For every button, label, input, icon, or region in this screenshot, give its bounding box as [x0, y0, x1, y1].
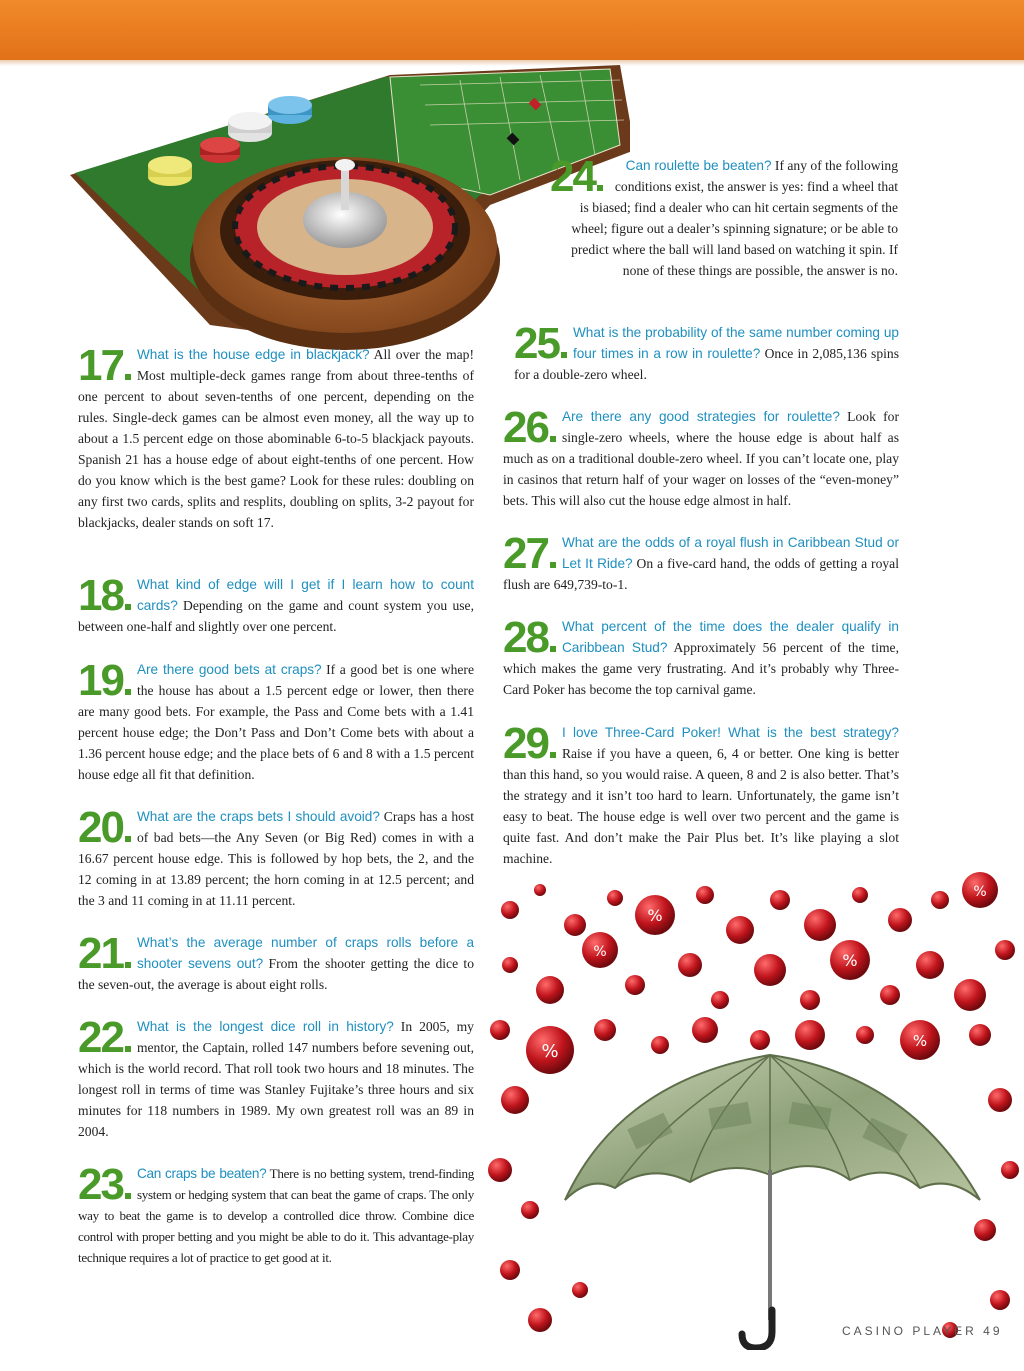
item-number: 25: [514, 322, 567, 363]
question-text: Are there good bets at craps?: [136, 662, 322, 677]
page-footer: [842, 1324, 1003, 1338]
item-number: 21: [78, 932, 131, 973]
answer-text: Raise if you have a queen, 6, 4 or better. One king is better than this hand, so you would raise. A queen, 8 and 2 is also better. That’s the strategy and it isn’t too hard to learn. Unfortunately, the game isn’t easy to beat. The house edge is well over two percent and the game is quite fast. And don’t make the Pair Plus bet. It’s like playing a slot machine.: [503, 746, 899, 866]
item-number: 22: [78, 1016, 131, 1057]
item-number: 24: [550, 155, 603, 196]
qa-item-23: [78, 1160, 474, 1268]
qa-item-22: [78, 1013, 474, 1142]
answer-text: All over the map! Most multiple-deck games range from about three-tenths of one percent to about seven-tenths of one percent, depending on the rules. Single-deck games can be almost even money, all the way up to about a 1.5 percent edge on those abominable 6-to-5 blackjack payouts. Spanish 21 has a house edge of about eight-tenths of one percent. How do you know which is the best game? Look for these rules: doubling on any first two cards, splits and resplits, doubling on splits, 3-2 payout for blackjacks, dealer stands on soft 17.: [78, 347, 474, 530]
qa-item-24: [550, 152, 898, 281]
answer-text: If a good bet is one where the house has about a 1.5 percent edge or lower, then there are many good bets. For example, the Pass and Come bets with a 1.41 percent house edge; the Don’t Pass and Don’t Come bets with about a 1.36 percent house edge; and the place bets of 6 and 8 with a 1.5 percent house edge all fit that definition.: [78, 662, 474, 782]
question-text: What percent of the time does the dealer qualify in Caribbean Stud?: [561, 619, 899, 655]
question-text: What are the craps bets I should avoid?: [136, 809, 380, 824]
answer-text: In 2005, my mentor, the Captain, rolled 147 numbers before sevening out, which is the world record. That roll took two hours and 18 minutes. The longest roll in terms of time was Stanley Fujitake’s three hours and six minutes for 118 numbers in 1989. My own greatest roll was an 89 in 2004.: [78, 1019, 474, 1139]
question-text: What is the house edge in blackjack?: [136, 347, 370, 362]
question-text: Can roulette be beaten?: [625, 158, 772, 173]
qa-item-25: [514, 319, 899, 385]
money-umbrella-image: [480, 870, 1024, 1350]
item-number: 23: [78, 1163, 131, 1204]
question-text: What are the odds of a royal flush in Caribbean Stud or Let It Ride?: [561, 535, 899, 571]
answer-text: On a five-card hand, the odds of getting a royal flush are 649,739-to-1.: [503, 556, 899, 592]
item-number: 20: [78, 806, 131, 847]
answer-text: There is no betting system, trend-finding system or hedging system that can beat the game of craps. The only way to beat the game is to develop a controlled dice throw. Combine dice control with proper betting and you might be able to do it. This advantage-play technique requires a lot of practice to get good at it.: [78, 1166, 474, 1265]
item-number: 29: [503, 722, 556, 763]
item-number: 18: [78, 574, 131, 615]
svg-text:%: %: [842, 951, 858, 970]
question-text: What is the longest dice roll in history?: [136, 1019, 394, 1034]
item-number: 26: [503, 406, 556, 447]
svg-text:%: %: [541, 1041, 559, 1062]
question-text: I love Three-Card Poker! What is the best strategy?: [561, 725, 899, 740]
answer-text: Depending on the game and count system you use, between one-half and slightly over one percent.: [78, 598, 474, 634]
svg-text:%: %: [973, 884, 987, 900]
qa-item-28: [503, 613, 899, 700]
question-text: Are there any good strategies for roulette?: [561, 409, 840, 424]
item-number: 28: [503, 616, 556, 657]
qa-item-21: [78, 929, 474, 995]
answer-text: Look for single-zero wheels, where the house edge is about half as much as on a traditional double-zero wheel. If you can’t locate one, play in casinos that return half of your wager on losses of the “even-money” bets. This will also cut the house edge almost in half.: [503, 409, 899, 508]
question-text: What kind of edge will I get if I learn how to count cards?: [136, 577, 474, 613]
item-number: 17: [78, 344, 131, 385]
item-number: 27: [503, 532, 556, 573]
answer-text: From the shooter getting the dice to the seven-out, the average is about eight rolls.: [78, 956, 474, 992]
svg-text:%: %: [593, 944, 607, 960]
page-number: 49: [983, 1324, 1003, 1338]
answer-text: If any of the following conditions exist, the answer is yes: find a wheel that is biased; find a dealer who can hit certain segments of the wheel; figure out a dealer’s spinning signature; or be able to predict where the ball will land based on watching it spin. If none of these things are possible, the answer is no.: [571, 158, 898, 278]
qa-item-18: [78, 571, 474, 637]
answer-text: Craps has a host of bad bets—the Any Seven (or Big Red) comes in with a 16.67 percent house edge. This is followed by hop bets, the 2, and the 12 coming in at 13.89 percent; the horn coming in at 12.5 percent; and the 3 and 11 coming in at 11.11 percent.: [78, 809, 474, 908]
qa-item-20: [78, 803, 474, 911]
qa-item-27: [503, 529, 899, 595]
question-text: Can craps be beaten?: [136, 1166, 267, 1181]
question-text: What is the probability of the same number coming up four times in a row in roulette?: [572, 325, 899, 361]
answer-text: Approximately 56 percent of the time, which makes the game very frustrating. And it’s probably why Three-Card Poker has become the top carnival game.: [503, 640, 899, 697]
svg-text:%: %: [647, 906, 663, 925]
qa-item-29: [503, 719, 899, 869]
answer-text: Once in 2,085,136 spins for a double-zero wheel.: [514, 346, 899, 382]
header-bar: [0, 0, 1024, 60]
svg-text:%: %: [912, 1032, 928, 1050]
item-number: 19: [78, 659, 131, 700]
qa-item-17: [78, 341, 474, 533]
qa-item-26: [503, 403, 899, 511]
qa-item-19: [78, 656, 474, 785]
magazine-name: CASINO PLAYER: [842, 1324, 977, 1338]
question-text: What’s the average number of craps rolls before a shooter sevens out?: [136, 935, 474, 971]
